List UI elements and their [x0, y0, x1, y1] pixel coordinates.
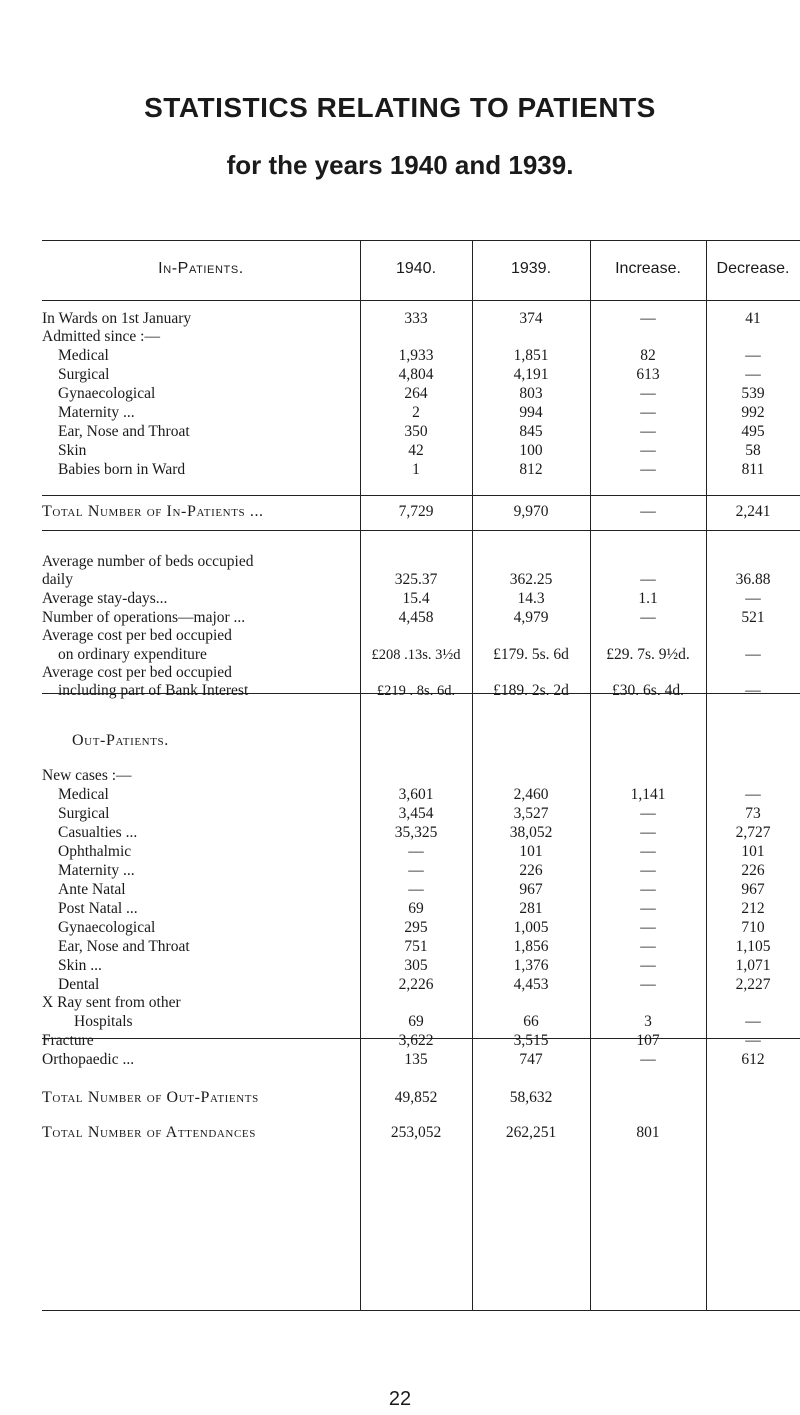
in-row-increase: —	[640, 385, 656, 402]
operations-decrease: 521	[741, 609, 765, 626]
out-row-decrease: 710	[741, 919, 765, 936]
in-row-1940: 2	[412, 404, 420, 421]
beds-label: Average number of beds occupied	[42, 553, 254, 570]
operations-1939: 4,979	[513, 609, 549, 626]
out-row-1940: 3,454	[398, 805, 434, 822]
in-row-decrease: 58	[745, 442, 761, 459]
cost-interest-increase: £30. 6s. 4d.	[612, 682, 684, 699]
out-row-1939: 1,376	[513, 957, 549, 974]
orthopaedic-1940: 135	[404, 1051, 428, 1068]
in-row-increase: —	[640, 423, 656, 440]
out-row-decrease: 101	[741, 843, 765, 860]
out-row-1939: 4,453	[513, 976, 549, 993]
out-row-decrease: 73	[745, 805, 761, 822]
out-patients-heading: Out-Patients.	[72, 732, 169, 749]
wards-decrease: 41	[745, 310, 761, 327]
table-bottom-rule	[42, 1310, 800, 1311]
cost-ordinary-1940: £208 .13s. 3½d	[371, 647, 461, 663]
out-row-label: Casualties ...	[58, 824, 138, 841]
out-row-increase: —	[640, 805, 656, 822]
column-header-decrease: Decrease.	[716, 260, 790, 277]
wards-1939: 374	[519, 310, 543, 327]
stay-1940: 15.4	[402, 590, 430, 607]
out-row-1940: —	[408, 843, 424, 860]
in-row-decrease: —	[745, 347, 761, 364]
in-row-decrease: 811	[741, 461, 765, 478]
out-row-1940: —	[408, 862, 424, 879]
out-row-1939: 967	[519, 881, 543, 898]
in-row-label: Maternity ...	[58, 404, 135, 421]
in-row-increase: —	[640, 442, 656, 459]
out-row-1940: 2,226	[398, 976, 434, 993]
xray-1939: 66	[523, 1013, 539, 1030]
out-row-1940: 35,325	[394, 824, 438, 841]
column-header-1940: 1940.	[395, 260, 437, 277]
out-row-1939: 281	[519, 900, 543, 917]
out-row-increase: 1,141	[630, 786, 666, 803]
xray-decrease: —	[745, 1013, 761, 1030]
cost-interest-label: Average cost per bed occupied	[42, 664, 232, 681]
admitted-label: Admitted since :—	[42, 328, 160, 345]
in-row-1939: 4,191	[513, 366, 549, 383]
beds-1939: 362.25	[509, 571, 553, 588]
out-row-label: Maternity ...	[58, 862, 135, 879]
in-row-label: Skin	[58, 442, 87, 459]
orthopaedic-label: Orthopaedic ...	[42, 1051, 135, 1068]
stay-1939: 14.3	[517, 590, 545, 607]
out-row-1939: 1,856	[513, 938, 549, 955]
in-row-increase: —	[640, 404, 656, 421]
out-row-label: Medical	[58, 786, 109, 803]
in-row-1939: 803	[519, 385, 543, 402]
in-row-1939: 845	[519, 423, 543, 440]
out-row-decrease: —	[745, 786, 761, 803]
in-total-1939: 9,970	[513, 503, 549, 520]
out-row-increase: —	[640, 957, 656, 974]
xray-increase: 3	[644, 1013, 652, 1030]
cost-ordinary-1939: £179. 5s. 6d	[493, 646, 569, 663]
out-row-1939: 226	[519, 862, 543, 879]
out-row-increase: —	[640, 824, 656, 841]
out-row-1940: 69	[408, 900, 424, 917]
out-total-1940: 49,852	[394, 1089, 438, 1106]
column-header-in-patients: In-Patients.	[158, 260, 244, 277]
in-row-1939: 1,851	[513, 347, 549, 364]
table-top-rule	[42, 240, 800, 241]
in-row-label: Surgical	[58, 366, 110, 383]
page-title: STATISTICS RELATING TO PATIENTS	[144, 92, 656, 123]
out-total-1939: 58,632	[509, 1089, 553, 1106]
fracture-label: Fracture	[42, 1032, 94, 1049]
out-row-label: Dental	[58, 976, 100, 993]
section-rule	[42, 530, 800, 531]
out-row-1940: 295	[404, 919, 428, 936]
out-total-label: Total Number of Out-Patients	[42, 1089, 259, 1106]
in-row-1939: 812	[519, 461, 543, 478]
out-row-decrease: 1,105	[735, 938, 771, 955]
in-row-decrease: 539	[741, 385, 765, 402]
in-total-increase: —	[640, 503, 656, 520]
out-row-decrease: 967	[741, 881, 765, 898]
in-row-increase: —	[640, 461, 656, 478]
stay-decrease: —	[745, 590, 761, 607]
xray-label: X Ray sent from other	[42, 994, 181, 1011]
out-row-label: Post Natal ...	[58, 900, 138, 917]
wards-increase: —	[640, 310, 656, 327]
in-row-1939: 994	[519, 404, 543, 421]
cost-ordinary-decrease: —	[745, 646, 761, 663]
wards-1940: 333	[404, 310, 428, 327]
out-row-1939: 1,005	[513, 919, 549, 936]
in-row-increase: 82	[640, 347, 656, 364]
attendances-increase: 801	[636, 1124, 660, 1141]
cost-ordinary-label-2: on ordinary expenditure	[58, 646, 207, 663]
in-row-decrease: 992	[741, 404, 765, 421]
in-row-1940: 264	[404, 385, 428, 402]
fracture-1940: 3,622	[398, 1032, 434, 1049]
column-header-1939: 1939.	[510, 260, 552, 277]
out-row-decrease: 226	[741, 862, 765, 879]
xray-label-2: Hospitals	[74, 1013, 133, 1030]
out-row-decrease: 212	[741, 900, 765, 917]
in-total-decrease: 2,241	[735, 503, 771, 520]
cost-interest-decrease: —	[745, 682, 761, 699]
attendances-1939: 262,251	[505, 1124, 557, 1141]
orthopaedic-1939: 747	[519, 1051, 543, 1068]
in-total-1940: 7,729	[398, 503, 434, 520]
cost-interest-label-2: including part of Bank Interest	[58, 682, 249, 699]
attendances-label: Total Number of Attendances	[42, 1124, 256, 1141]
operations-increase: —	[640, 609, 656, 626]
in-row-label: Gynaecological	[58, 385, 156, 402]
out-row-label: Ante Natal	[58, 881, 126, 898]
cost-interest-1940: £219 . 8s. 6d.	[376, 683, 456, 699]
out-row-1939: 2,460	[513, 786, 549, 803]
orthopaedic-decrease: 612	[741, 1051, 765, 1068]
out-row-1940: 751	[404, 938, 428, 955]
in-row-1940: 350	[404, 423, 428, 440]
in-row-decrease: 495	[741, 423, 765, 440]
stay-label: Average stay-days...	[42, 590, 168, 607]
in-row-1940: 42	[408, 442, 424, 459]
out-row-1940: 305	[404, 957, 428, 974]
in-row-label: Medical	[58, 347, 109, 364]
beds-label-daily: daily	[42, 571, 73, 588]
out-row-1940: —	[408, 881, 424, 898]
out-row-label: Gynaecological	[58, 919, 156, 936]
page-subtitle: for the years 1940 and 1939.	[226, 150, 574, 180]
in-row-decrease: —	[745, 366, 761, 383]
in-row-label: Ear, Nose and Throat	[58, 423, 190, 440]
fracture-decrease: —	[745, 1032, 761, 1049]
out-row-label: Ear, Nose and Throat	[58, 938, 190, 955]
out-row-increase: —	[640, 919, 656, 936]
in-total-label: Total Number of In-Patients ...	[42, 503, 264, 520]
out-row-increase: —	[640, 843, 656, 860]
out-row-decrease: 2,727	[735, 824, 771, 841]
out-row-1939: 38,052	[509, 824, 553, 841]
out-row-decrease: 2,227	[735, 976, 771, 993]
out-row-increase: —	[640, 862, 656, 879]
beds-1940: 325.37	[394, 571, 438, 588]
beds-decrease: 36.88	[735, 571, 771, 588]
wards-label: In Wards on 1st January	[42, 310, 192, 327]
out-row-increase: —	[640, 881, 656, 898]
orthopaedic-increase: —	[640, 1051, 656, 1068]
beds-increase: —	[640, 571, 656, 588]
cost-ordinary-increase: £29. 7s. 9½d.	[606, 646, 690, 663]
cost-interest-1939: £189. 2s. 2d	[493, 682, 569, 699]
page-number: 22	[388, 1388, 412, 1410]
out-row-label: Skin ...	[58, 957, 102, 974]
new-cases-label: New cases :—	[42, 767, 132, 784]
stay-increase: 1.1	[638, 590, 658, 607]
in-row-1940: 4,804	[398, 366, 434, 383]
out-row-increase: —	[640, 938, 656, 955]
in-row-1940: 1,933	[398, 347, 434, 364]
xray-1940: 69	[408, 1013, 424, 1030]
fracture-1939: 3,515	[513, 1032, 549, 1049]
out-row-1939: 3,527	[513, 805, 549, 822]
section-rule	[42, 495, 800, 496]
out-row-1939: 101	[519, 843, 543, 860]
out-row-1940: 3,601	[398, 786, 434, 803]
out-row-decrease: 1,071	[735, 957, 771, 974]
out-row-label: Ophthalmic	[58, 843, 132, 860]
fracture-increase: 107	[636, 1032, 660, 1049]
in-row-label: Babies born in Ward	[58, 461, 186, 478]
out-row-increase: —	[640, 976, 656, 993]
in-row-increase: 613	[636, 366, 660, 383]
header-rule	[42, 300, 800, 301]
cost-ordinary-label: Average cost per bed occupied	[42, 627, 232, 644]
in-row-1939: 100	[519, 442, 543, 459]
in-row-1940: 1	[412, 461, 420, 478]
out-row-increase: —	[640, 900, 656, 917]
operations-1940: 4,458	[398, 609, 434, 626]
operations-label: Number of operations—major ...	[42, 609, 246, 626]
out-row-label: Surgical	[58, 805, 110, 822]
attendances-1940: 253,052	[390, 1124, 442, 1141]
column-header-increase: Increase.	[615, 260, 681, 277]
